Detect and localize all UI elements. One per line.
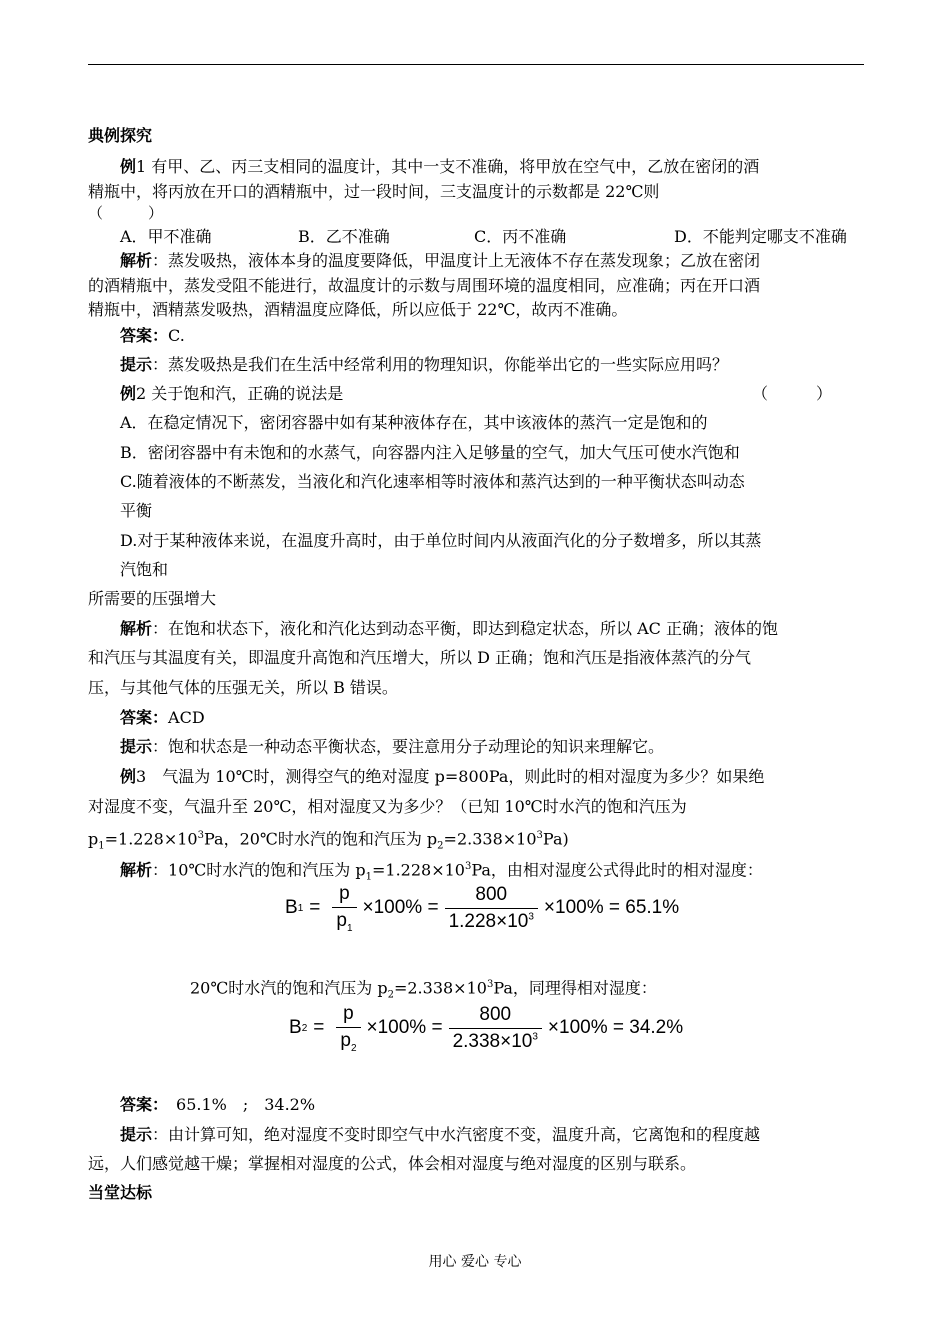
example2-option-a: A．在稳定情况下，密闭容器中如有某种液体存在，其中该液体的蒸汽一定是饱和的 [120, 413, 708, 432]
example2-analysis-2: 和汽压与其温度有关，即温度升高饱和汽压增大，所以 D 正确；饱和汽压是指液体蒸汽的分气 [88, 648, 752, 667]
example2-hint: 提示：饱和状态是一种动态平衡状态，要注意用分子动理论的知识来理解它。 [120, 737, 665, 756]
answer-label: 答案： [120, 326, 169, 345]
example3-question-3: $p_1=1.228\times 10^3Pa$，20℃时水汽的饱和汽压为 $p_2=2.338\times 10^3Pa$) [88, 829, 569, 852]
example2-answer: 答案：ACD [120, 708, 205, 727]
fraction-p-over-p2: $\frac{p}{p_2}$ [336, 1003, 360, 1054]
example2-option-d-1: D.对于某种液体来说，在温度升高时，由于单位时间内从液面汽化的分子数增多，所以其蒸 [120, 531, 762, 550]
example3-answer: 答案： 65.1% ; 34.2% [120, 1095, 316, 1114]
hint-label: 提示 [120, 355, 153, 374]
option-c: C．丙不准确 [474, 227, 567, 246]
section-title-examples: 典例探究 [88, 126, 153, 145]
example1-analysis-3: 精瓶中，酒精蒸发吸热，酒精温度应降低，所以应低于 22℃，故丙不准确。 [88, 300, 628, 319]
analysis-label: 解析 [120, 251, 153, 270]
example3-analysis-1: 解析：10℃时水汽的饱和汽压为 $p_1=1.228\times 10^3Pa$，由相对湿度公式得此时的相对湿度： [120, 860, 763, 883]
header-rule [88, 64, 864, 65]
analysis-label: 解析 [120, 619, 153, 638]
formula-b2: B 2 = $\frac{p}{p_2}$ ×100% = $\frac{800}{2.338\times 10^3}$ ×100% = 34.2% [289, 1002, 684, 1054]
fraction-800-over-psat2: $\frac{800}{2.338\times 10^3}$ [449, 1004, 542, 1053]
example2-question: 例2 关于饱和汽，正确的说法是 [120, 384, 344, 403]
fraction-p-over-p1: $\frac{p}{p_1}$ [332, 883, 356, 934]
example3-hint-2: 远，人们感觉越干燥；掌握相对湿度的公式，体会相对湿度与绝对湿度的区别与联系。 [88, 1154, 697, 1173]
hint-label: 提示 [120, 737, 153, 756]
example2-label: 例 [120, 384, 137, 403]
example1-hint: 提示：蒸发吸热是我们在生活中经常利用的物理知识，你能举出它的一些实际应用吗？ [120, 355, 729, 374]
option-b: B．乙不准确 [298, 227, 390, 246]
example3-analysis-2: 20℃时水汽的饱和汽压为 $p_2=2.338\times 10^3Pa$，同理得相对湿度： [190, 978, 657, 1001]
example2-option-c-1: C.随着液体的不断蒸发，当液化和汽化速率相等时液体和蒸汽达到的一种平衡状态叫动态 [120, 472, 745, 491]
analysis-label: 解析 [120, 860, 153, 880]
example2-option-c-2: 平衡 [120, 501, 153, 520]
example3-question-1: 例3 气温为 10℃时，测得空气的绝对湿度 p=800Pa，则此时的相对湿度为多少？如果绝 [120, 767, 765, 786]
example1-analysis-2: 的酒精瓶中，蒸发受阻不能进行，故温度计的示数与周围环境的温度相同，应准确；丙在开口酒 [88, 276, 761, 295]
example2-analysis-1: 解析：在饱和状态下，液化和汽化达到动态平衡，即达到稳定状态，所以 AC 正确；液体的饱 [120, 619, 778, 638]
hint-label: 提示 [120, 1125, 153, 1144]
example2-blank: （ ） [752, 384, 833, 403]
example1-label: 例 [120, 157, 137, 176]
example2-option-d-2: 汽饱和 [120, 560, 169, 579]
example1-line2: 精瓶中，将丙放在开口的酒精瓶中，过一段时间，三支温度计的示数都是 22℃则 [88, 182, 660, 201]
example3-question-2: 对湿度不变，气温升至 20℃，相对湿度又为多少？（已知 10℃时水汽的饱和汽压为 [88, 797, 687, 816]
example3-hint-1: 提示：由计算可知，绝对湿度不变时即空气中水汽密度不变，温度升高，它离饱和的程度越 [120, 1125, 761, 1144]
answer-label: 答案： [120, 1095, 161, 1114]
example1-blank: （ ） [88, 204, 164, 222]
formula-b1: B 1 = $\frac{p}{p_1}$ ×100% = $\frac{800}{1.228\times 10^3}$ ×100% = 65.1% [285, 882, 680, 934]
example2-option-b: B．密闭容器中有未饱和的水蒸气，向容器内注入足够量的空气，加大气压可使水汽饱和 [120, 443, 740, 462]
example2-option-d-3: 所需要的压强增大 [88, 589, 217, 608]
fraction-800-over-psat1: $\frac{800}{1.228\times 10^3}$ [445, 884, 538, 933]
example1-options [120, 225, 860, 249]
section-title-practice: 当堂达标 [88, 1183, 153, 1202]
option-a: A．甲不准确 [120, 227, 212, 246]
page-footer: 用心 爱心 专心 [428, 1254, 522, 1270]
example3-label: 例 [120, 767, 137, 786]
example1-answer: 答案：C. [120, 326, 185, 345]
example2-analysis-3: 压，与其他气体的压强无关，所以 B 错误。 [88, 678, 398, 697]
example1-analysis-1: 解析：蒸发吸热，液体本身的温度要降低，甲温度计上无液体不存在蒸发现象；乙放在密闭 [120, 251, 761, 270]
answer-label: 答案： [120, 708, 169, 727]
option-d: D．不能判定哪支不准确 [674, 227, 847, 246]
example1-line1: 例1 有甲、乙、丙三支相同的温度计，其中一支不准确，将甲放在空气中，乙放在密闭的酒 [120, 157, 760, 176]
